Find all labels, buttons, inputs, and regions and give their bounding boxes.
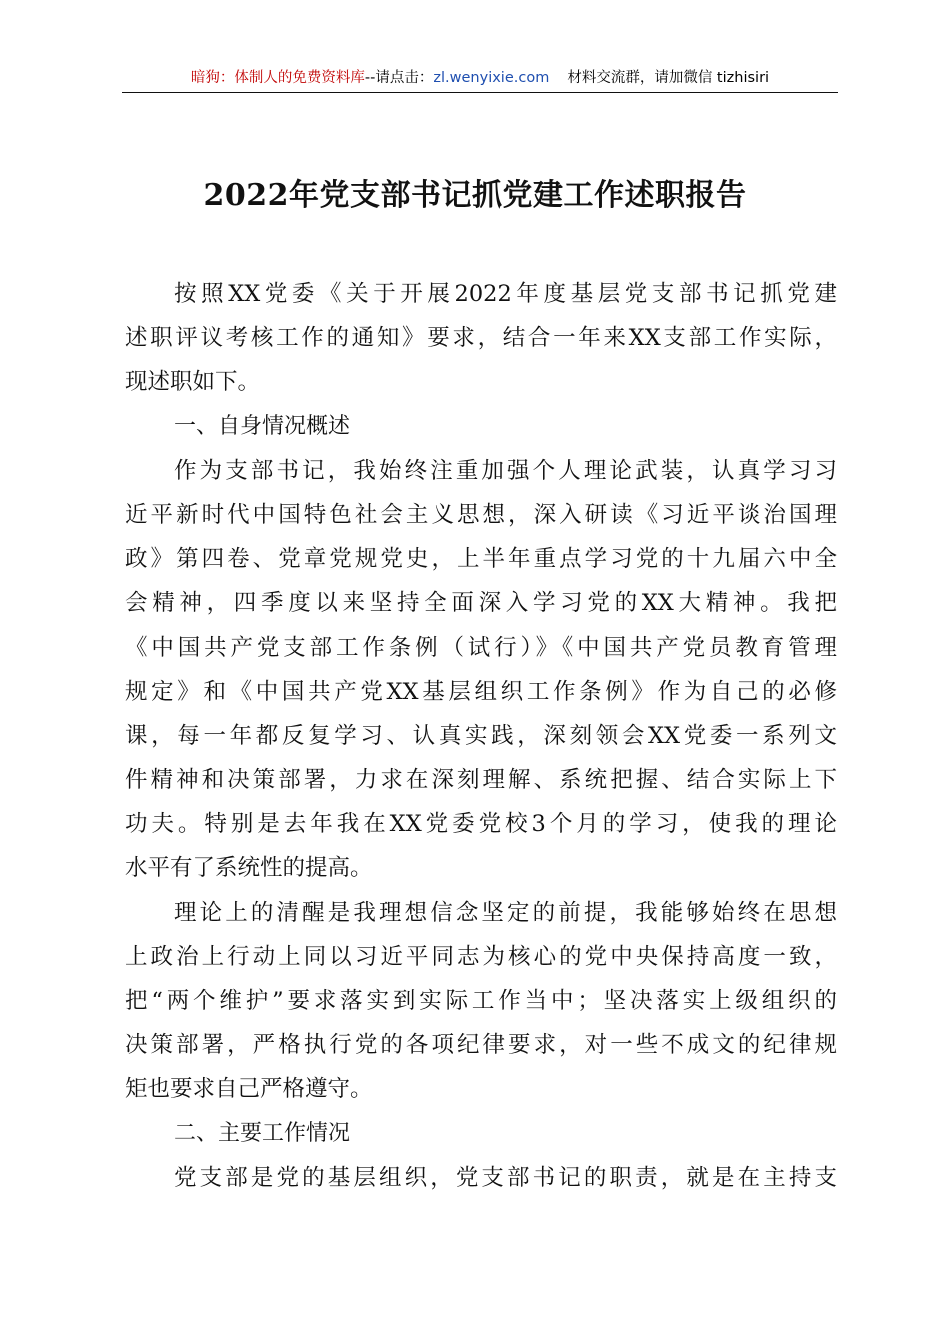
paragraph-line: 述职评议考核工作的通知》要求，结合一年来XX支部工作实际， xyxy=(125,325,837,352)
header-link[interactable]: zl.wenyixie.com xyxy=(433,70,550,86)
header-divider xyxy=(122,92,838,93)
paragraph-line: 水平有了系统性的提高。 xyxy=(125,855,373,882)
paragraph-line: 理论上的清醒是我理想信念坚定的前提，我能够始终在思想 xyxy=(174,899,837,926)
paragraph-line: 会精神，四季度以来坚持全面深入学习党的XX大精神。我把 xyxy=(125,590,837,617)
paragraph-line: 现述职如下。 xyxy=(125,369,261,396)
paragraph-line: 作为支部书记，我始终注重加强个人理论武装，认真学习习 xyxy=(174,457,837,484)
document-body xyxy=(125,272,837,1200)
page-header xyxy=(122,66,838,87)
paragraph-line: 政》第四卷、党章党规党史，上半年重点学习党的十九届六中全 xyxy=(125,546,837,573)
section-heading-1: 一、自身情况概述 xyxy=(174,413,351,439)
paragraph-line: 件精神和决策部署，力求在深刻理解、系统把握、结合实际上下 xyxy=(125,767,837,794)
paragraph-line: 按照XX党委《关于开展2022年度基层党支部书记抓党建 xyxy=(174,281,837,307)
paragraph-line: 课，每一年都反复学习、认真实践，深刻领会XX党委一系列文 xyxy=(125,722,837,749)
paragraph-line: 把“两个维护”要求落实到实际工作当中；坚决落实上级组织的 xyxy=(125,988,837,1014)
paragraph-line: 功夫。特别是去年我在XX党委党校3个月的学习，使我的理论 xyxy=(125,811,837,838)
header-click-prompt: --请点击： xyxy=(364,70,434,86)
paragraph-line: 规定》和《中国共产党XX基层组织工作条例》作为自己的必修 xyxy=(125,678,837,705)
section-heading-2: 二、主要工作情况 xyxy=(174,1120,351,1146)
paragraph-line: 上政治上行动上同以习近平同志为核心的党中央保持高度一致， xyxy=(125,943,837,970)
paragraph-line: 《中国共产党支部工作条例（试行）》《中国共产党员教育管理 xyxy=(125,634,837,661)
paragraph-line: 党支部是党的基层组织，党支部书记的职责，就是在主持支 xyxy=(174,1164,837,1191)
paragraph-line: 近平新时代中国特色社会主义思想，深入研读《习近平谈治国理 xyxy=(125,501,837,528)
header-wechat-note: 材料交流群，请加微信 tizhisiri xyxy=(567,70,770,86)
header-site-name: 暗狗：体制人的免费资料库 xyxy=(190,70,365,86)
paragraph-line: 矩也要求自己严格遵守。 xyxy=(125,1076,373,1103)
paragraph-line: 决策部署，严格执行党的各项纪律要求，对一些不成文的纪律规 xyxy=(125,1032,837,1059)
document-title: 2022年党支部书记抓党建工作述职报告 xyxy=(203,178,747,213)
